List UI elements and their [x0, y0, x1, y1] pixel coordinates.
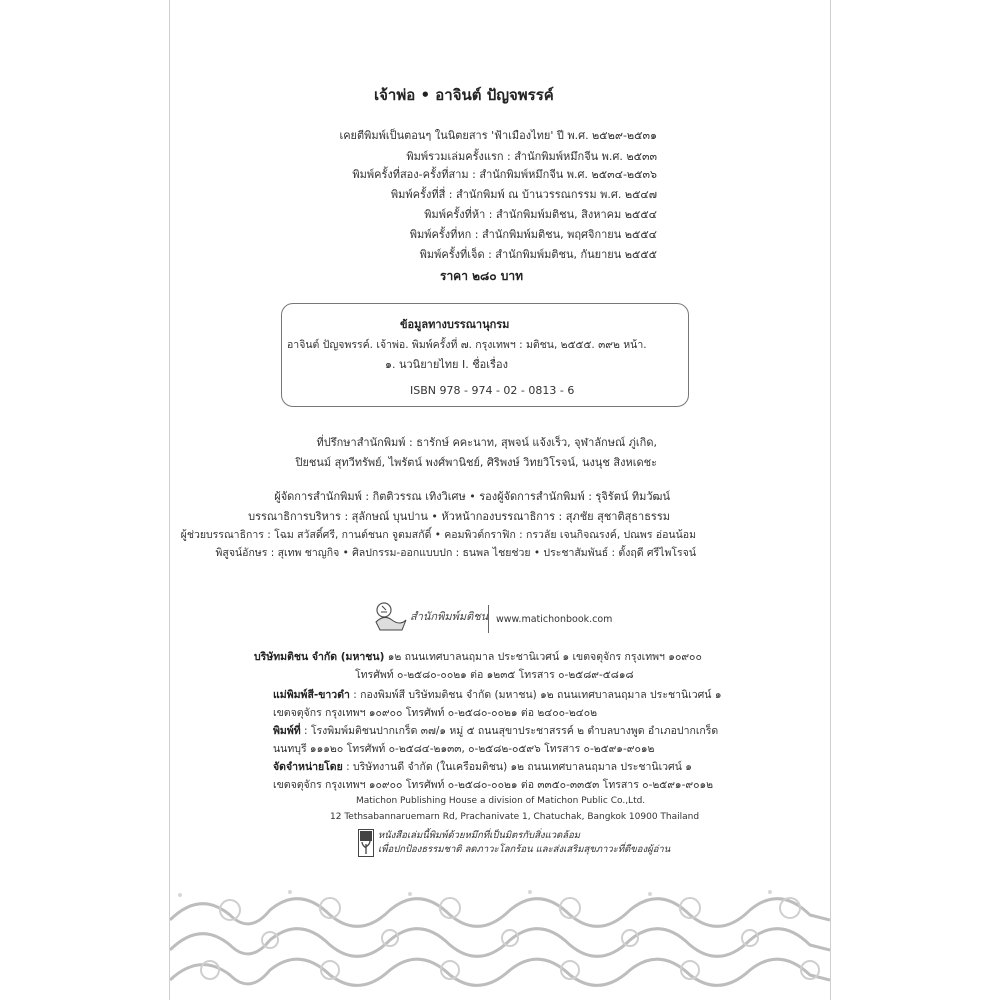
- history-line: พิมพ์ครั้งที่ห้า : สำนักพิมพ์มติชน, สิงหาคม ๒๕๕๔: [424, 208, 657, 221]
- copyright-page: [169, 0, 831, 1000]
- publisher-emblem-icon: [372, 600, 408, 634]
- price: ราคา ๒๘๐ บาท: [440, 269, 524, 283]
- company-line: [254, 650, 702, 664]
- history-line: พิมพ์รวมเล่มครั้งแรก : สำนักพิมพ์หมึกจีน พ.ศ. ๒๕๓๓: [406, 150, 657, 163]
- english-name-line: Matichon Publishing House a division of Matichon Public Co.,Ltd.: [356, 796, 646, 806]
- plate-line2: เขตจตุจักร กรุงเทพฯ ๑๐๙๐๐ โทรศัพท์ ๐-๒๕๘๐-๐๐๒๑ ต่อ ๒๔๐๐-๒๔๐๒: [273, 707, 598, 719]
- catalog-entry: อาจินต์ ปัญจพรรค์. เจ้าพ่อ. พิมพ์ครั้งที่ ๗. กรุงเทพฯ : มติชน, ๒๕๕๕. ๓๙๒ หน้า.: [287, 339, 647, 351]
- history-line: พิมพ์ครั้งที่สอง-ครั้งที่สาม : สำนักพิมพ์หมึกจีน พ.ศ. ๒๕๓๔-๒๕๓๖: [352, 168, 657, 181]
- eco-note-line: หนังสือเล่มนี้พิมพ์ด้วยหมึกที่เป็นมิตรกับสิ่งแวดล้อม: [378, 830, 581, 841]
- leaf-icon: [359, 830, 373, 856]
- eco-note-line: เพื่อปกป้องธรรมชาติ ลดภาวะโลกร้อน และส่งเสริมสุขภาวะที่ดีของผู้อ่าน: [378, 844, 671, 855]
- staff-line: บรรณาธิการบริหาร : สุลักษณ์ บุนปาน • หัวหน้ากองบรรณาธิการ : สุภชัย สุชาติสุธาธรรม: [248, 510, 670, 523]
- print-line2: นนทบุรี ๑๑๑๒๐ โทรศัพท์ ๐-๒๕๘๔-๒๑๓๓, ๐-๒๕๘๒-๐๕๙๖ โทรสาร ๐-๒๕๙๑-๙๐๑๒: [273, 743, 655, 755]
- wave-pattern-decoration: [170, 880, 830, 1000]
- plate-line: [273, 688, 722, 702]
- dist-line1: : บริษัทงานดี จำกัด (ในเครือมติชน) ๑๒ ถนนเทศบาลนฤมาล ประชานิเวศน์ ๑: [342, 761, 692, 773]
- catalog-subjects: ๑. นวนิยายไทย I. ชื่อเรื่อง: [385, 358, 508, 371]
- book-title: เจ้าพ่อ • อาจินต์ ปัญจพรรค์: [374, 86, 554, 104]
- print-line: [273, 724, 718, 738]
- dist-line: [273, 760, 692, 774]
- print-line1: : โรงพิมพ์มติชนปากเกร็ด ๓๗/๑ หมู่ ๕ ถนนสุขาประชาสรรค์ ๒ ตำบลบางพูด อำเภอปากเกร็ด: [300, 725, 719, 737]
- print-label: พิมพ์ที่: [273, 725, 301, 737]
- eco-badge: [358, 829, 374, 857]
- dist-line2: เขตจตุจักร กรุงเทพฯ ๑๐๙๐๐ โทรศัพท์ ๐-๒๕๘๐-๐๐๒๑ ต่อ ๓๓๕๐-๓๓๕๓ โทรสาร ๐-๒๕๙๑-๙๐๑๒: [273, 779, 714, 791]
- history-line: พิมพ์ครั้งที่หก : สำนักพิมพ์มติชน, พฤศจิกายน ๒๕๕๔: [409, 228, 657, 241]
- history-line: พิมพ์ครั้งที่เจ็ด : สำนักพิมพ์มติชน, กันยายน ๒๕๕๕: [419, 248, 657, 261]
- advisors-line: ที่ปรึกษาสำนักพิมพ์ : ธารักษ์ คคะนาท, สุพจน์ แจ้งเร็ว, จุฬาลักษณ์ ภู่เกิด,: [316, 436, 657, 449]
- staff-line: ผู้จัดการสำนักพิมพ์ : กิตติวรรณ เทิงวิเศษ • รองผู้จัดการสำนักพิมพ์ : รุจิรัตน์ ทิมวัฒน์: [274, 490, 670, 503]
- dist-label: จัดจำหน่ายโดย: [273, 761, 343, 773]
- plate-line1: : กองพิมพ์สี บริษัทมติชน จำกัด (มหาชน) ๑๒ ถนนเทศบาลนฤมาล ประชานิเวศน์ ๑: [349, 689, 722, 701]
- catalog-isbn: ISBN 978 - 974 - 02 - 0813 - 6: [410, 384, 575, 397]
- matichon-logo: [372, 600, 489, 636]
- staff-line: ผู้ช่วยบรรณาธิการ : โฉม สวัสดิ์ศรี, กานต์ชนก จูตมสกัดิ์ • คอมพิวต์กราฟิก : กรวลัย เจนกิจณรงค์, ปณพร อ่อนน้อม: [180, 529, 696, 541]
- history-line: พิมพ์ครั้งที่สี่ : สำนักพิมพ์ ณ บ้านวรรณกรรม พ.ศ. ๒๕๔๗: [390, 188, 657, 201]
- plate-label: แม่พิมพ์สี-ขาวดำ: [273, 689, 350, 701]
- website: www.matichonbook.com: [496, 614, 613, 625]
- advisors-line: ปิยชนม์ สุทวีทรัพย์, ไพรัตน์ พงศ์พานิชย์, ศิริพงษ์ วิทยวิโรจน์, นงนุช สิงหเดชะ: [295, 456, 657, 469]
- catalog-heading: ข้อมูลทางบรรณานุกรม: [400, 318, 510, 331]
- logo-text: สำนักพิมพ์มติชน: [410, 610, 489, 623]
- company-address: ๑๒ ถนนเทศบาลนฤมาล ประชานิเวศน์ ๑ เขตจตุจักร กรุงเทพฯ ๑๐๙๐๐: [384, 651, 702, 663]
- staff-line: พิสูจน์อักษร : สุเทพ ชาญกิจ • ศิลปกรรม-ออกแบบปก : ธนพล ไชยช่วย • ประชาสัมพันธ์ : ตั้งฤดี ศรีไพโรจน์: [215, 547, 696, 559]
- logo-divider: [488, 605, 489, 633]
- english-address: 12 Tethsabannaruemarn Rd, Prachanivate 1, Chatuchak, Bangkok 10900 Thailand: [330, 812, 700, 822]
- history-line: เคยตีพิมพ์เป็นตอนๆ ในนิตยสาร 'ฟ้าเมืองไทย' ปี พ.ศ. ๒๕๒๙-๒๕๓๑: [339, 129, 657, 142]
- company-phone: โทรศัพท์ ๐-๒๕๘๐-๐๐๒๑ ต่อ ๑๒๓๕ โทรสาร ๐-๒๕๘๙-๕๘๑๘: [355, 669, 634, 681]
- company-label: บริษัทมติชน จำกัด (มหาชน): [254, 651, 385, 663]
